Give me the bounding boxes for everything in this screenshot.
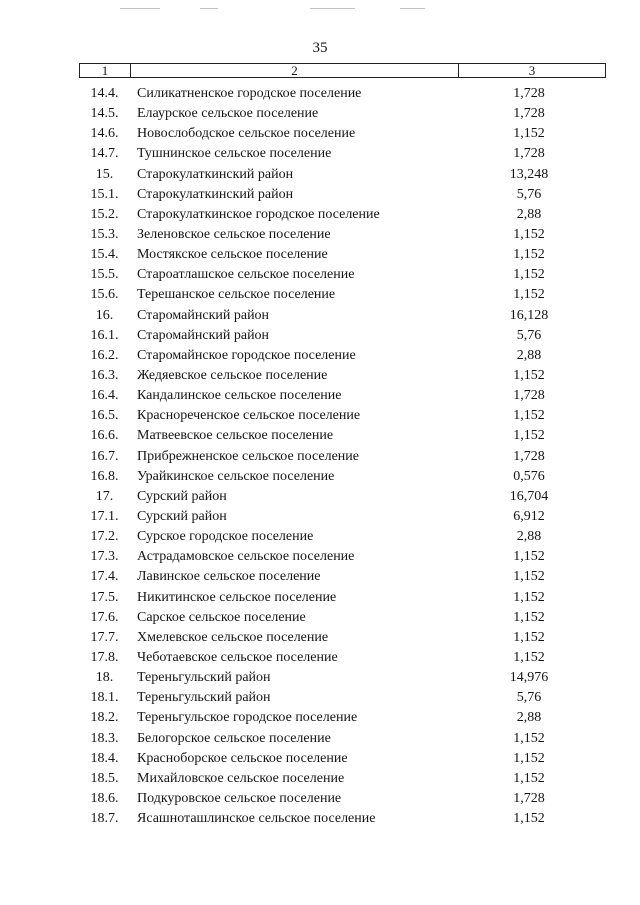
row-name: Красноборское сельское поселение — [137, 750, 348, 766]
row-name: Старокулаткинское городское поселение — [137, 206, 380, 222]
row-number: 16.8. — [90, 468, 119, 484]
table-row — [79, 608, 606, 628]
table-row — [79, 527, 606, 547]
table-row — [79, 809, 606, 829]
table-row — [79, 567, 606, 587]
row-number: 17.3. — [90, 549, 119, 565]
row-number: 14.5. — [90, 106, 119, 122]
row-number: 16.4. — [90, 388, 119, 404]
table-row — [79, 789, 606, 809]
row-name: Сурский район — [137, 488, 227, 504]
row-name: Старомайнский район — [137, 307, 270, 323]
row-number: 17.2. — [90, 529, 119, 545]
row-value: 2,88 — [516, 206, 542, 222]
row-value: 1,728 — [513, 790, 545, 806]
row-value: 1,728 — [513, 448, 545, 464]
row-number: 17.7. — [90, 629, 119, 645]
row-value: 1,728 — [513, 388, 545, 404]
row-name: Сурское городское поселение — [137, 529, 314, 545]
row-value: 1,152 — [513, 428, 545, 444]
table-row — [79, 124, 606, 144]
row-value: 1,152 — [513, 569, 545, 585]
row-number: 18. — [95, 670, 114, 686]
row-value: 16,704 — [509, 488, 549, 504]
table-row — [79, 769, 606, 789]
row-name: Ясашноташлинское сельское поселение — [137, 811, 376, 827]
row-value: 1,152 — [513, 750, 545, 766]
table-row — [79, 547, 606, 567]
row-number: 16.2. — [90, 347, 119, 363]
table-row — [79, 406, 606, 426]
page-number: 35 — [312, 40, 328, 56]
row-number: 16.3. — [90, 368, 119, 384]
row-number: 17.1. — [90, 509, 119, 525]
table-row — [79, 648, 606, 668]
row-number: 15. — [95, 166, 114, 182]
row-value: 1,152 — [513, 589, 545, 605]
table-row — [79, 588, 606, 608]
row-number: 18.5. — [90, 770, 119, 786]
row-value: 1,152 — [513, 730, 545, 746]
table-body — [79, 84, 606, 829]
row-name: Сарское сельское поселение — [137, 609, 306, 625]
table-row — [79, 84, 606, 104]
row-number: 18.6. — [90, 790, 119, 806]
row-value: 1,152 — [513, 811, 545, 827]
row-value: 1,152 — [513, 227, 545, 243]
row-name: Зеленовское сельское поселение — [137, 227, 331, 243]
row-name: Мостякское сельское поселение — [137, 247, 328, 263]
table-row — [79, 668, 606, 688]
row-number: 15.3. — [90, 227, 119, 243]
header-col-1: 1 — [80, 64, 131, 77]
row-name: Астрадамовское сельское поселение — [137, 549, 355, 565]
row-value: 1,152 — [513, 247, 545, 263]
scan-artifact — [310, 8, 355, 9]
row-value: 1,152 — [513, 549, 545, 565]
row-number: 16. — [95, 307, 114, 323]
row-name: Сурский район — [137, 509, 227, 525]
row-number: 15.1. — [90, 186, 119, 202]
row-value: 2,88 — [516, 710, 542, 726]
row-number: 14.4. — [90, 86, 119, 102]
row-number: 18.4. — [90, 750, 119, 766]
row-value: 16,128 — [509, 307, 549, 323]
row-name: Хмелевское сельское поселение — [137, 629, 329, 645]
row-value: 5,76 — [516, 690, 542, 706]
scan-artifact — [400, 8, 425, 9]
row-name: Матвеевское сельское поселение — [137, 428, 334, 444]
row-name: Терешанское сельское поселение — [137, 287, 336, 303]
row-name: Новослободское сельское поселение — [137, 126, 356, 142]
row-value: 14,976 — [509, 670, 549, 686]
row-name: Силикатненское городское поселение — [137, 86, 362, 102]
row-number: 17.6. — [90, 609, 119, 625]
row-value: 1,152 — [513, 408, 545, 424]
row-name: Тереньгульский район — [137, 690, 271, 706]
table-row — [79, 245, 606, 265]
row-number: 17. — [95, 488, 114, 504]
table-row — [79, 426, 606, 446]
table-row — [79, 326, 606, 346]
row-number: 17.8. — [90, 650, 119, 665]
row-name: Старомайнское городское поселение — [137, 347, 356, 363]
row-number: 14.7. — [90, 146, 119, 162]
table-row — [79, 628, 606, 648]
row-value: 1,728 — [513, 86, 545, 102]
row-number: 16.7. — [90, 448, 119, 464]
row-number: 14.6. — [90, 126, 119, 142]
row-value: 2,88 — [516, 347, 542, 363]
row-number: 18.1. — [90, 690, 119, 706]
table-row — [79, 306, 606, 326]
row-name: Подкуровское сельское поселение — [137, 790, 342, 806]
row-name: Жедяевское сельское поселение — [137, 368, 328, 384]
table-header — [79, 63, 606, 78]
table-row — [79, 487, 606, 507]
table-row — [79, 285, 606, 305]
row-number: 15.6. — [90, 287, 119, 303]
row-number: 15.2. — [90, 206, 119, 222]
table-row — [79, 144, 606, 164]
row-number: 18.2. — [90, 710, 119, 726]
table-row — [79, 205, 606, 225]
table-row — [79, 729, 606, 749]
row-name: Кандалинское сельское поселение — [137, 388, 342, 404]
table-row — [79, 507, 606, 527]
row-name: Елаурское сельское поселение — [137, 106, 319, 122]
row-value: 13,248 — [509, 166, 549, 182]
row-name: Лавинское сельское поселение — [137, 569, 321, 585]
row-value: 1,152 — [513, 287, 545, 303]
row-number: 18.7. — [90, 811, 119, 827]
scan-artifact — [200, 8, 218, 9]
row-name: Старомайнский район — [137, 327, 270, 343]
row-name: Тереньгульское городское поселение — [137, 710, 358, 726]
row-value: 1,152 — [513, 629, 545, 645]
table-row — [79, 447, 606, 467]
table-row — [79, 386, 606, 406]
row-number: 17.4. — [90, 569, 119, 585]
table-row — [79, 346, 606, 366]
table-row — [79, 185, 606, 205]
row-value: 2,88 — [516, 529, 542, 545]
table-row — [79, 265, 606, 285]
table-row — [79, 225, 606, 245]
row-value: 1,728 — [513, 146, 545, 162]
row-name: Никитинское сельское поселение — [137, 589, 337, 605]
row-name: Урайкинское сельское поселение — [137, 468, 335, 484]
row-value: 5,76 — [516, 327, 542, 343]
row-value: 1,152 — [513, 609, 545, 625]
table-row — [79, 467, 606, 487]
row-number: 17.5. — [90, 589, 119, 605]
row-value: 1,152 — [513, 368, 545, 384]
row-name: Старокулаткинский район — [137, 186, 294, 202]
row-name: Староатлашское сельское поселение — [137, 267, 355, 283]
row-value: 5,76 — [516, 186, 542, 202]
row-name: Тушнинское сельское поселение — [137, 146, 332, 162]
header-col-2: 2 — [131, 64, 459, 77]
row-value: 1,152 — [513, 126, 545, 142]
table-row — [79, 749, 606, 769]
table-row — [79, 366, 606, 386]
table-row — [79, 104, 606, 124]
row-value: 0,576 — [513, 468, 545, 484]
row-value: 1,152 — [513, 770, 545, 786]
row-name: Краснореченское сельское поселение — [137, 408, 361, 424]
row-name: Чеботаевское сельское поселение — [137, 650, 338, 665]
row-number: 15.5. — [90, 267, 119, 283]
row-number: 16.1. — [90, 327, 119, 343]
row-number: 16.5. — [90, 408, 119, 424]
scan-artifact — [120, 8, 160, 9]
table-row — [79, 688, 606, 708]
row-number: 15.4. — [90, 247, 119, 263]
row-number: 18.3. — [90, 730, 119, 746]
row-name: Тереньгульский район — [137, 670, 271, 686]
row-number: 16.6. — [90, 428, 119, 444]
row-name: Прибрежненское сельское поселение — [137, 448, 359, 464]
table-row — [79, 165, 606, 185]
row-name: Старокулаткинский район — [137, 166, 294, 182]
header-col-3: 3 — [528, 63, 536, 78]
row-name: Михайловское сельское поселение — [137, 770, 345, 786]
row-value: 6,912 — [513, 509, 545, 525]
row-name: Белогорское сельское поселение — [137, 730, 331, 746]
row-value: 1,152 — [513, 650, 545, 665]
table-row — [79, 708, 606, 728]
row-value: 1,728 — [513, 106, 545, 122]
row-value: 1,152 — [513, 267, 545, 283]
